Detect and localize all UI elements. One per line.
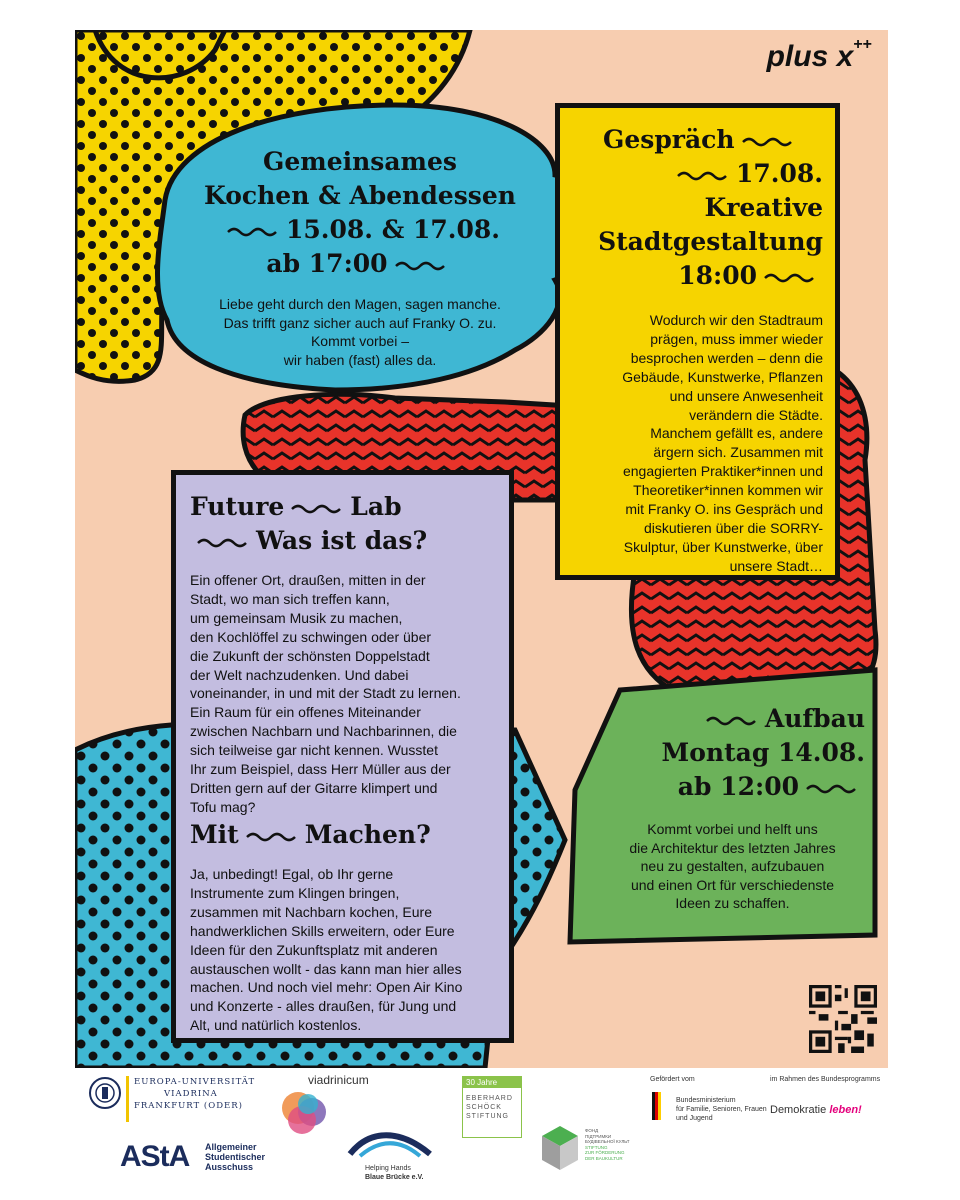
cooking-heading-line2: Kochen & Abendessen [204,181,516,210]
eberhard-logo[interactable]: 30 Jahre EBERHARD SCHÖCK STIFTUNG [462,1076,522,1138]
university-seal-icon [88,1076,122,1110]
euv-logo[interactable] [88,1076,122,1115]
wave-icon [290,503,344,515]
qr-code[interactable] [809,985,877,1053]
future-text: Ein offener Ort, draußen, mitten in der Stadt, wo man sich treffen kann, um gemeinsam Musik zu machen, den Kochlöffel zu schwingen oder über die Zukunft der schönsten Doppelstadt der Welt nachzudenken. Und dabei voneinander, in und mit der Stadt zu lernen. Ein Raum für ein offenes Miteinander zwischen Nachbarn und Nachbarinnen, die sich teilweise gar nicht kennen. Wusstet Ihr zum Beispiel, dass Herr Müller aus der Dritten gern auf der Gitarre klimpert und Tofu mag? [190,572,461,815]
helping-hands-logo[interactable] [345,1124,435,1162]
sponsor-logos [0,1068,960,1200]
future-lab-box [171,470,514,1043]
federal-eagle-icon [652,1092,664,1120]
aufbau-text: Kommt vorbei und helft uns die Architektur des letzten Jahres neu zu gestalten, aufzubauen und einen Ort für verschiedenste Ideen zu schaffen. [629,821,836,911]
talk-date: 17.08. [553,157,823,191]
poster [75,30,888,1068]
aufbau-day: Montag 14.08. [661,738,865,767]
demokratie-leben-logo[interactable]: Demokratie leben! [770,1104,862,1116]
talk-topic-2: Stadtgestaltung [598,227,823,256]
viadrinicum-logo[interactable] [276,1088,332,1136]
wave-icon [763,272,817,284]
talk-box [555,103,840,580]
mit-heading: Mit Machen? [190,820,431,849]
wave-icon [245,831,299,843]
euv-text: EUROPA-UNIVERSITÄT VIADRINA FRANKFURT (ODER) [134,1077,256,1111]
helping-hands-text: Helping Hands Blaue Brücke e.V. [365,1165,424,1181]
wave-icon [705,715,759,727]
wave-icon [196,537,250,549]
wave-icon [676,170,730,182]
rahmen-label: im Rahmen des Bundesprogramms [770,1076,881,1083]
aufbau-title: Aufbau [615,702,865,736]
cooking-dates: 15.08. & 17.08. [175,213,545,247]
asta-text: Allgemeiner Studentischer Ausschuss [205,1142,266,1172]
viadrinicum-label: viadrinicum [308,1073,369,1087]
cooking-time: ab 17:00 [175,247,545,281]
aufbau-time: ab 12:00 [615,770,865,804]
future-question: Was ist das? [190,524,505,558]
baukultur-cube-icon [540,1124,580,1172]
future-heading: Future Lab [190,492,402,521]
aufbau-block [615,702,865,804]
talk-topic-1: Kreative [704,193,823,222]
mit-text: Ja, unbedingt! Egal, ob Ihr gerne Instrumente zum Klingen bringen, zusammen mit Nachbarn kochen, Eure handwerklichen Skills erweitern, oder Eure Ideen für den Zukunftsplatz mit anderen austauschen wollt - das kann man hier alles machen. Und noch viel mehr: Open Air Kino und Konzerte - alles draußen, für Jung und Alt, und natürlich kostenlos. [190,866,463,1034]
cooking-heading-line1: Gemeinsames [263,147,457,176]
wave-icon [741,136,795,148]
wave-icon [226,226,280,238]
wave-icon [394,260,448,272]
cooking-block [175,145,545,369]
ministerium-text: Bundesministerium für Familie, Senioren, Frauen und Jugend [676,1097,767,1122]
gefoerdert-label: Gefördert vom [650,1076,695,1083]
cooking-text: Liebe geht durch den Magen, sagen manche. Das trifft ganz sicher auch auf Franky O. zu. Kommt vorbei – wir haben (fast) alles da. [219,296,501,368]
baukultur-text: ФОНД ПІДТРИМКИ БУДІВЕЛЬНОЇ КУЛЬТ STIFTUNG ZUR FÖRDERUNG DER BAUKULTUR [585,1128,630,1161]
asta-logo[interactable]: AStA [120,1140,190,1173]
brand-logo: plus x++ [766,36,872,73]
wave-icon [805,783,859,795]
talk-title: Gespräch [553,123,823,157]
talk-text: Wodurch wir den Stadtraum prägen, muss immer wieder besprochen werden – denn die Gebäude, Kunstwerke, Pflanzen und unsere Anwesenheit verändern die Städte. Manchem gefällt es, andere ärgern sich. Zusammen mit engagierten Praktiker*innen und Theoretiker*innen kommen wir mit Franky O. ins Gespräch und diskutieren über die SORRY- Skulptur, über Kunstwerke, über unsere Stadt… [622,312,823,574]
talk-time: 18:00 [553,259,823,293]
